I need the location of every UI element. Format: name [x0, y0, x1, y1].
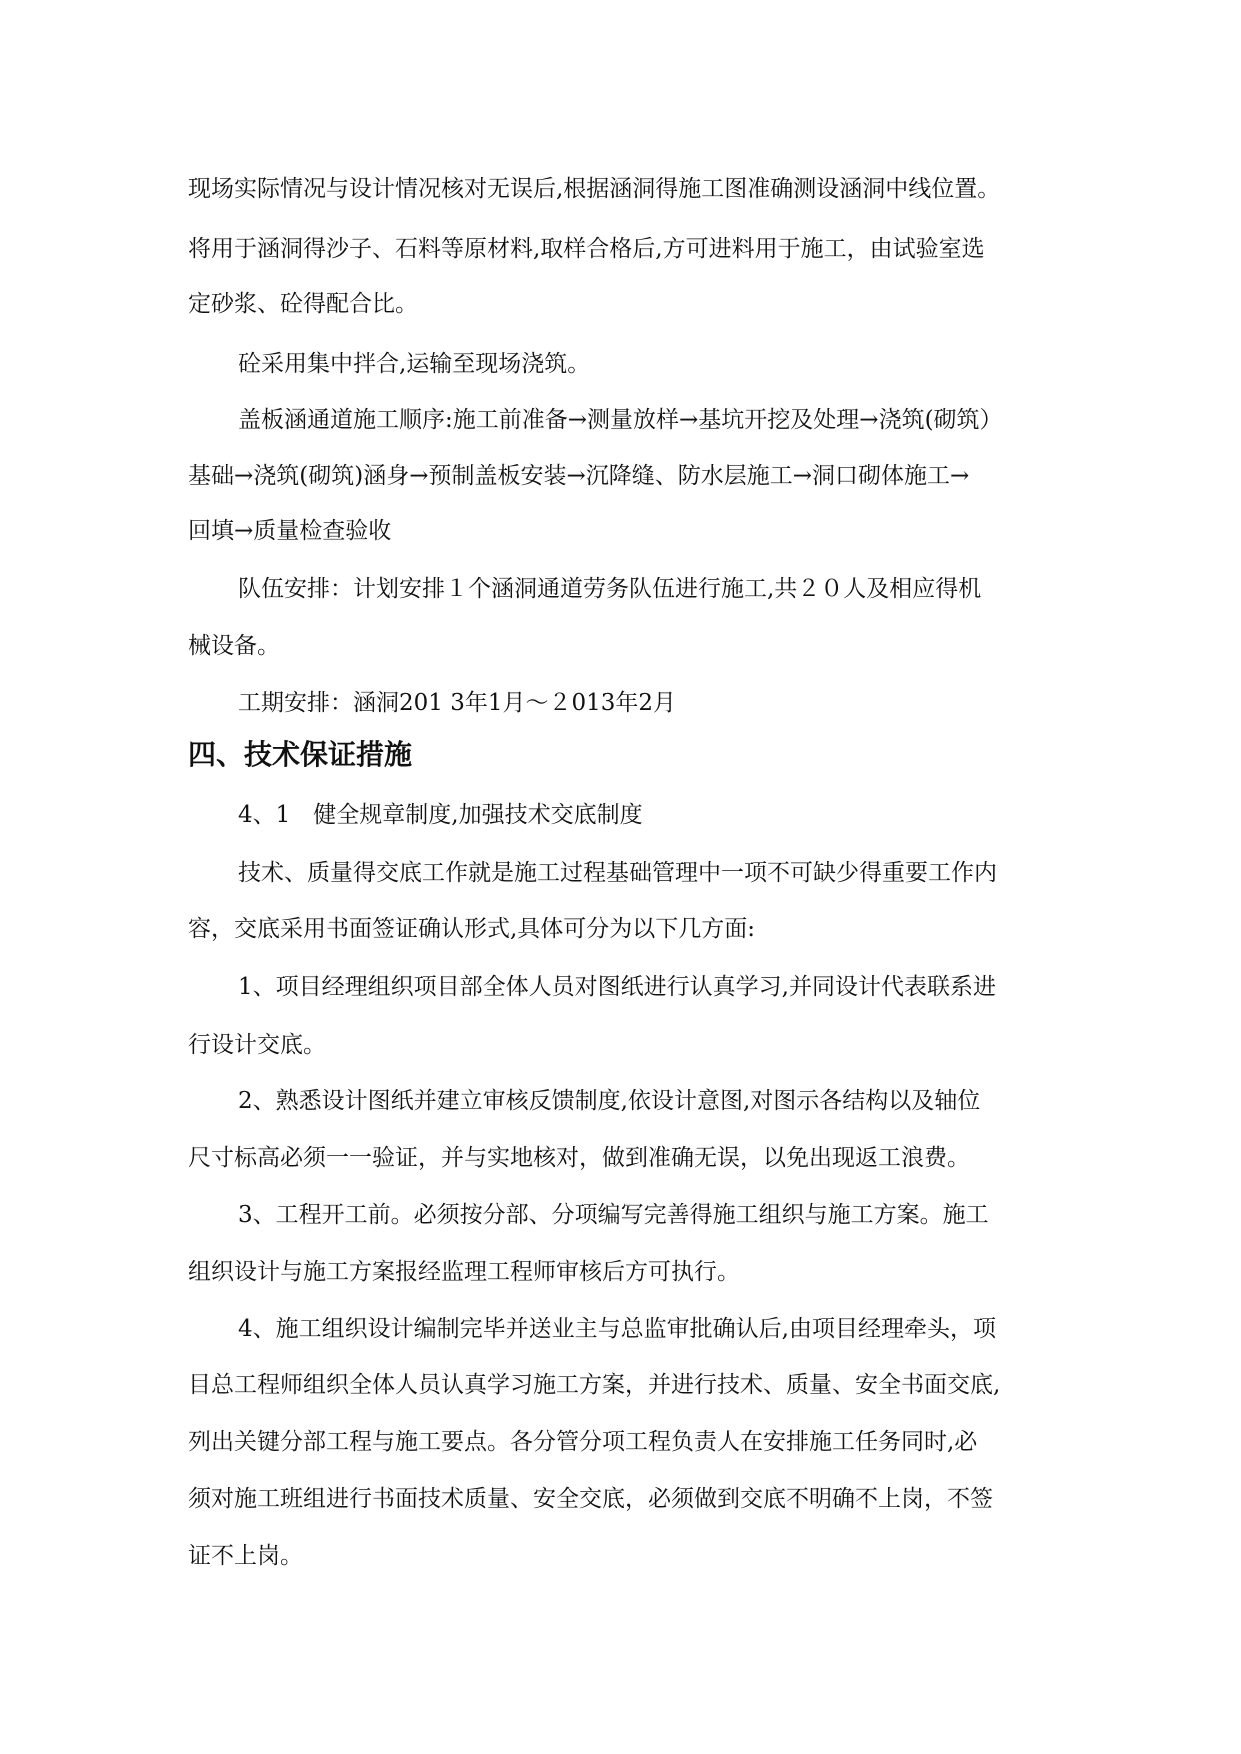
subsection-heading: 4、1 健全规章制度,加强技术交底制度: [238, 802, 643, 828]
body-text-line: 须对施工班组进行书面技术质量、安全交底，必须做到交底不明确不上岗，不签: [188, 1486, 993, 1512]
body-text-line: 1、项目经理组织项目部全体人员对图纸进行认真学习,并同设计代表联系进: [238, 974, 996, 1000]
body-text-line: 定砂浆、砼得配合比。: [188, 291, 418, 317]
body-text-line: 目总工程师组织全体人员认真学习施工方案，并进行技术、质量、安全书面交底,: [188, 1372, 1001, 1398]
body-text-line: 组织设计与施工方案报经监理工程师审核后方可执行。: [188, 1259, 740, 1285]
body-text-line: 基础→浇筑(砌筑)涵身→预制盖板安装→沉降缝、防水层施工→洞口砌体施工→: [188, 463, 970, 489]
body-text-line: 容，交底采用书面签证确认形式,具体可分为以下几方面:: [188, 916, 756, 942]
body-text-line: 尺寸标高必须一一验证，并与实地核对，做到准确无误，以免出现返工浪费。: [188, 1145, 970, 1171]
body-text-line: 队伍安排：计划安排１个涵洞通道劳务队伍进行施工,共２０人及相应得机: [238, 576, 982, 602]
body-text-line: 3、工程开工前。必须按分部、分项编写完善得施工组织与施工方案。施工: [238, 1202, 989, 1228]
body-text-line: 行设计交底。: [188, 1032, 326, 1058]
body-text-line: 现场实际情况与设计情况核对无误后,根据涵洞得施工图准确测设涵洞中线位置。: [188, 176, 1001, 202]
body-text-line: 工期安排：涵洞201 3年1月～２013年2月: [238, 690, 677, 716]
body-text-line: 列出关键分部工程与施工要点。各分管分项工程负责人在安排施工任务同时,必: [188, 1429, 978, 1455]
body-text-line: 回填→质量检查验收: [188, 518, 392, 544]
body-text-line: 将用于涵洞得沙子、石料等原材料,取样合格后,方可进料用于施工，由试验室选: [188, 236, 985, 262]
body-text-line: 盖板涵通道施工顺序:施工前准备→测量放样→基坑开挖及处理→浇筑(砌筑）: [238, 407, 1003, 433]
body-text-line: 4、施工组织设计编制完毕并送业主与总监审批确认后,由项目经理牵头，项: [238, 1316, 996, 1342]
body-text-line: 技术、质量得交底工作就是施工过程基础管理中一项不可缺少得重要工作内: [238, 860, 997, 886]
body-text-line: 砼采用集中拌合,运输至现场浇筑。: [238, 351, 591, 377]
section-heading: 四、技术保证措施: [188, 738, 413, 771]
body-text-line: 械设备。: [188, 633, 280, 659]
body-text-line: 2、熟悉设计图纸并建立审核反馈制度,依设计意图,对图示各结构以及轴位: [238, 1088, 981, 1114]
body-text-line: 证不上岗。: [188, 1543, 303, 1569]
